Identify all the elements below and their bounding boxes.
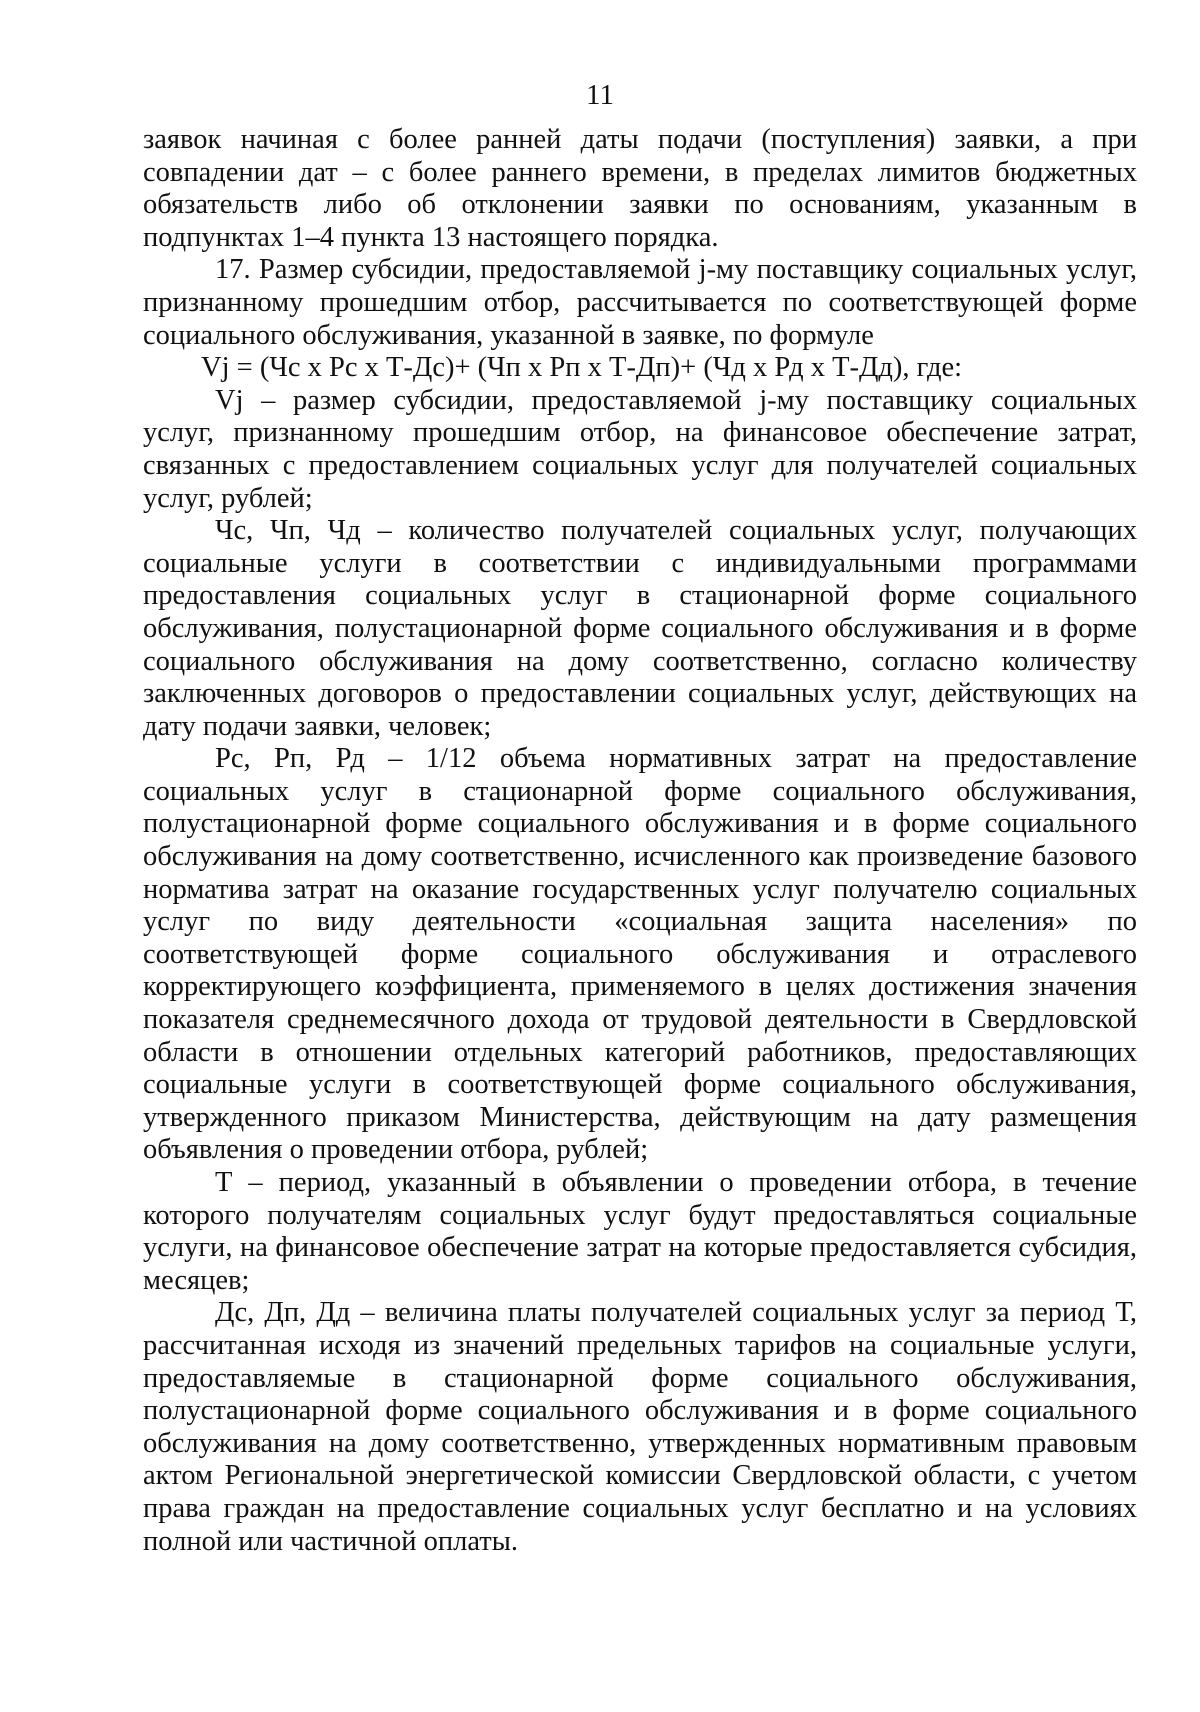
- paragraph-continuation: заявок начиная с более ранней даты подачи (поступления) заявки, а при совпадении дат – с более раннего времени, в пределах лимитов бюджетных обязательств либо об отклонении заявки по основаниям, указанным в подпунктах 1–4 пункта 13 настоящего порядка.: [143, 124, 1137, 253]
- definition-r: Рс, Рп, Рд – 1/12 объема нормативных затрат на предоставление социальных услуг в стационарной форме социального обслуживания, полустационарной форме социального обслуживания и в форме социального обслуживания на дому соответственно, исчисленного как произведение базового норматива затрат на оказание государственных услуг получателю социальных услуг по виду деятельности «социальная защита населения» по соответствующей форме социального обслуживания и отраслевого корректирующего коэффициента, применяемого в целях достижения значения показателя среднемесячного дохода от трудовой деятельности в Свердловской области в отношении отдельных категорий работников, предоставляющих социальные услуги в соответствующей форме социального обслуживания, утвержденного приказом Министерства, действующим на дату размещения объявления о проведении отбора, рублей;: [143, 743, 1137, 1166]
- page-number: 11: [586, 79, 614, 111]
- paragraph-clause-17: 17. Размер субсидии, предоставляемой j-му поставщику социальных услуг, признанному прошедшим отбор, рассчитывается по соответствующей форме социального обслуживания, указанной в заявке, по формуле: [143, 254, 1137, 351]
- definition-d: Дс, Дп, Дд – величина платы получателей социальных услуг за период Т, рассчитанная исходя из значений предельных тарифов на социальные услуги, предоставляемые в стационарной форме социального обслуживания, полустационарной форме социального обслуживания и в форме социального обслуживания на дому соответственно, утвержденных нормативным правовым актом Региональной энергетической комиссии Свердловской области, с учетом права граждан на предоставление социальных услуг бесплатно и на условиях полной или частичной оплаты.: [143, 1297, 1137, 1557]
- subsidy-formula: Vj = (Чс х Рс х Т-Дс)+ (Чп х Рп х Т-Дп)+ (Чд х Рд х Т-Дд), где:: [201, 352, 963, 384]
- document-body: [143, 124, 1137, 1558]
- definition-vj: Vj – размер субсидии, предоставляемой j-му поставщику социальных услуг, признанному прошедшим отбор, на финансовое обеспечение затрат, связанных с предоставлением социальных услуг для получателей социальных услуг, рублей;: [143, 384, 1137, 514]
- definition-t: Т – период, указанный в объявлении о проведении отбора, в течение которого получателям социальных услуг будут предоставляться социальные услуги, на финансовое обеспечение затрат на которые предоставляется субсидия, месяцев;: [143, 1167, 1137, 1296]
- definition-ch: Чс, Чп, Чд – количество получателей социальных услуг, получающих социальные услуги в соответствии с индивидуальными программами предоставления социальных услуг в стационарной форме социального обслуживания, полустационарной форме социального обслуживания и в форме социального обслуживания на дому соответственно, согласно количеству заключенных договоров о предоставлении социальных услуг, действующих на дату подачи заявки, человек;: [143, 515, 1137, 742]
